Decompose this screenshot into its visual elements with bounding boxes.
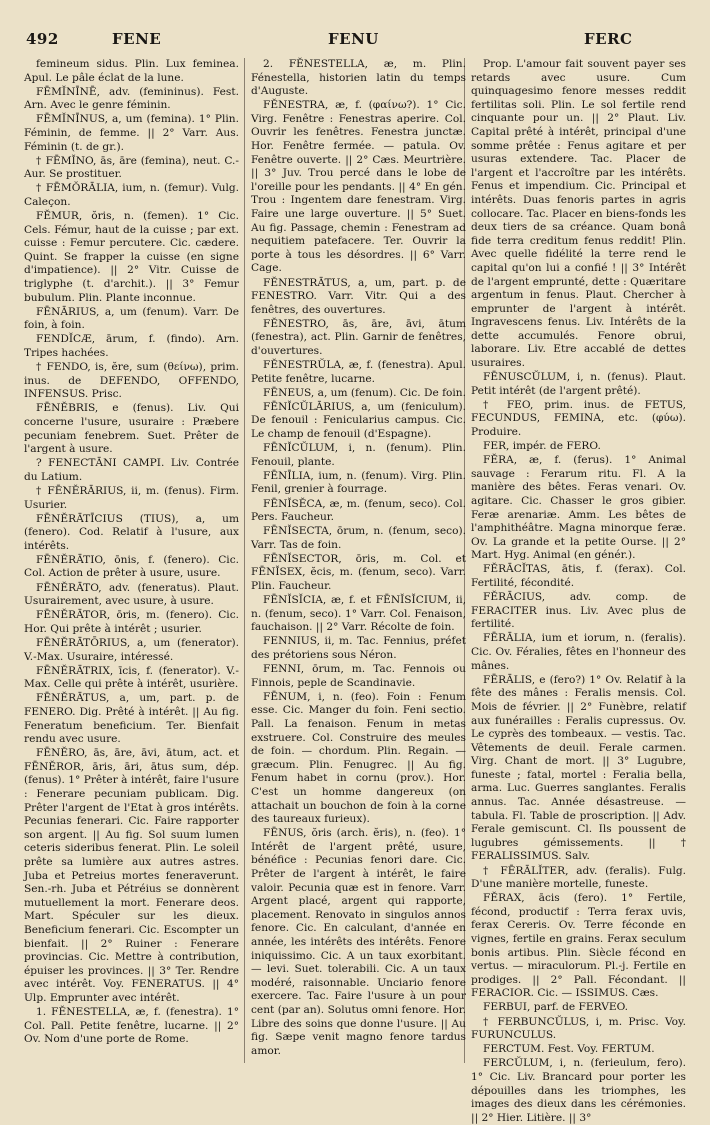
- dictionary-entry: FERBUI, parf. de FERVEO.: [483, 1001, 629, 1014]
- dictionary-entry: FĒNĬCŬLUM, i, n. (fenum). Plin. Fenouil, plante.: [251, 442, 466, 468]
- dictionary-entry: FĒNĔRĀTUS, a, um, part. p. de FENERO. Dig. Prêté à intérêt. || Au fig. Feneratum beneficium. Ter. Bienfait rendu avec usure.: [24, 692, 239, 746]
- dictionary-entry: FERCŬLUM, i, n. (ferieulum, fero). 1° Cic. Liv. Brancard pour porter les dépouilles dans les triomphes, les images des dieux dans les cérémonies. || 2° Hier. Litière. || 3°: [471, 1057, 686, 1124]
- dictionary-entry: FENDĬCÆ, ārum, f. (findo). Arn. Tripes hachées.: [24, 333, 239, 359]
- dictionary-entry: FĔRA, æ, f. (ferus). 1° Animal sauvage : Ferarum ritu. Fl. A la manière des bêtes. Feras venari. Ov. agitare. Cic. Chasser le gros gibier. Feræ arenariæ. Amm. Les bêtes de l'amphithéâtre. Magna minorque feræ. Ov. La grande et la petite Ourse. || 2° Mart. Hyg. Animal (en génér.).: [471, 454, 686, 562]
- dictionary-entry: 1. FĔNESTELLA, æ, f. (fenestra). 1° Col. Pall. Petite fenêtre, lucarne. || 2° Ov. Nom d'une porte de Rome.: [24, 1005, 239, 1046]
- dictionary-entry: FĒNĔRĀTO, adv. (feneratus). Plaut. Usurairement, avec usure, à usure.: [24, 581, 239, 608]
- dictionary-entry: FERCTUM. Fest. Voy. FERTUM.: [483, 1043, 655, 1056]
- dictionary-entry: FĔNESTRA, æ, f. (φαίνω?). 1° Cic. Virg. Fenêtre : Fenestras aperire. Col. Ouvrir les fenêtres. Fenestra junctæ. Hor. Fenêtre fermée. — patula. Ov. Fenêtre ouverte. || 2° Cæs. Meurtrière. || 3° Juv. Trou percé dans le lobe de l'oreille pour les pendants. || 4° En gén. Trou : Ingentem dare fenestram. Virg. Faire une large ouverture. || 5° Suet. Au fig. Passage, chemin : Fenestram ad nequitiem patefacere. Ter. Ouvrir la porte à tous les désordres. || 6° Varr. Cage.: [251, 99, 466, 275]
- running-headword-right: FERC: [584, 30, 633, 48]
- dictionary-entry: † FENDO, is, ĕre, sum (θείνω), prim. inus. de DEFENDO, OFFENDO, INFENSUS. Prisc.: [24, 361, 239, 401]
- text-column-right: [471, 58, 687, 1124]
- dictionary-entry: FENNIUS, ii, m. Tac. Fennius, préfet des prétoriens sous Néron.: [251, 635, 466, 662]
- dictionary-entry: † FEO, prim. inus. de FETUS, FECUNDUS, FEMINA, etc. (φύω). Produire.: [471, 398, 686, 439]
- text-column-middle: [251, 58, 466, 1068]
- dictionary-entry: FĒNĬSECTA, ōrum, n. (fenum, seco). Varr. Tas de foin.: [251, 525, 466, 551]
- column-divider: [244, 58, 245, 1063]
- dictionary-entry: FĔRAX, ācis (fero). 1° Fertile, fécond, productif : Terra ferax uvis, ferax Cereris. Ov. Terre féconde en vignes, fertile en grains. Ferax seculum bonis artibus. Plin. Siècle fécond en vertus. — miraculorum. Pl.-j. Fertile en prodiges. || 2° Pall. Fécondant. || FERACIOR. Cic. — ISSIMUS. Cæs.: [471, 892, 686, 1000]
- dictionary-entry: FENNI, ōrum, m. Tac. Fennois ou Finnois, peple de Scandinavie.: [251, 663, 466, 689]
- dictionary-entry: FĒNĀRIUS, a, um (fenum). Varr. De foin, à foin.: [24, 305, 239, 332]
- dictionary-entry: FĒNUM, i, n. (feo). Foin : Fenum esse. Cic. Manger du foin. Feni sectio. Pall. La fenaison. Fenum in metas exstruere. Col. Construire des meules de foin. — chordum. Plin. Regain. — græcum. Plin. Fenugrec. || Au fig. Fenum habet in cornu (prov.). Hor. C'est un homme dangereux (on attachait un bouchon de foin à la corne des taureaux furieux).: [251, 690, 466, 826]
- dictionary-entry: † FERBUNCŬLUS, i, m. Prisc. Voy. FURUNCULUS.: [471, 1015, 686, 1042]
- page-header: [26, 30, 680, 52]
- running-headword-center: FENU: [328, 30, 379, 48]
- dictionary-entry: FĒNĬSĬCIA, æ, f. et FĒNĬSĬCIUM, ii, n. (fenum, seco). 1° Varr. Col. Fenaison, fauchaison. || 2° Varr. Récolte de foin.: [251, 594, 466, 634]
- dictionary-entry: FĒNĬSECTOR, ōris, m. Col. et FĒNĬSEX, ĕcis, m. (fenum, seco). Varr. Plin. Faucheur.: [251, 552, 466, 593]
- dictionary-entry: FĒRĀLIA, ium et iorum, n. (feralis). Cic. Ov. Féralies, fêtes en l'honneur des mânes.: [471, 632, 686, 672]
- dictionary-entry: 2. FĔNESTELLA, æ, m. Plin. Fénestella, historien latin du temps d'Auguste.: [251, 58, 466, 98]
- dictionary-entry: FĒNĔRĀTŌRIUS, a, um (fenerator). V.-Max. Usuraire, intéressé.: [24, 636, 239, 663]
- dictionary-entry: FĒNĬCŬLĀRIUS, a, um (feniculum). De fenouil : Fenicularius campus. Cic. Le champ de fenouil (d'Espagne).: [251, 400, 466, 441]
- dictionary-entry: FĔNESTRĀTUS, a, um, part. p. de FENESTRO. Varr. Vitr. Qui a des fenêtres, des ouvertures.: [251, 276, 466, 316]
- dictionary-entry: FĒNĪLIA, ium, n. (fenum). Virg. Plin. Fenil, grenier à fourrage.: [251, 469, 466, 496]
- dictionary-entry: FĒNEUS, a, um (fenum). Cic. De foin.: [263, 386, 466, 399]
- dictionary-entry: FER, impér. de FERO.: [483, 440, 601, 453]
- dictionary-entry: FĒMĬNĪNUS, a, um (femina). 1° Plin. Féminin, de femme. || 2° Varr. Aus. Féminin (t. de gr.).: [24, 113, 239, 153]
- dictionary-entry: FĒRĀLIS, e (fero?) 1° Ov. Relatif à la fête des mânes : Feralis mensis. Col. Mois de février. || 2° Funèbre, relatif aux funérailles : Feralis cupressus. Ov. Le cyprès des tombeaux. — vestis. Tac. Vêtements de deuil. Ferale carmen. Virg. Chant de mort. || 3° Lugubre, funeste ; fatal, mortel : Feralia bella, arma. Luc. Guerres sanglantes. Feralis annus. Tac. Année désastreuse. — tabula. Fl. Table de proscription. || Adv. Ferale gemiscunt. Cl. Ils poussent de lugubres gémissements. || † FERALISSIMUS. Salv.: [471, 673, 686, 863]
- dictionary-entry: ? FENECTĀNI CAMPI. Liv. Contrée du Latium.: [24, 457, 239, 483]
- dictionary-entry: FĒNĔRĀTRIX, īcis, f. (fenerator). V.-Max. Celle qui prête à intérêt, usurière.: [24, 664, 239, 691]
- dictionary-entry: FĒNĬSĔCA, æ, m. (fenum, seco). Col. Pers. Faucheur.: [251, 497, 466, 524]
- dictionary-entry: FĔRĀCĬTAS, ātis, f. (ferax). Col. Fertilité, fécondité.: [471, 563, 686, 590]
- dictionary-entry: FĒMĬNĪNĒ, adv. (femininus). Fest. Arn. Avec le genre féminin.: [24, 85, 239, 112]
- dictionary-entry: FĒNĔRĀTIO, ōnis, f. (fenero). Cic. Col. Action de prêter à usure, usure.: [24, 553, 239, 580]
- running-headword-left: FENE: [112, 30, 162, 48]
- dictionary-entry: Prop. L'amour fait souvent payer ses retards avec usure. Cum quinquagesimo fenore messes reddit fertilitas soli. Plin. Le sol fertile rend cinquante pour un. || 2° Plaut. Liv. Capital prêté à intérêt, principal d'une somme prêtée : Fenus agitare et per usuras extendere. Tac. Placer de l'argent et l'accroître par les intérêts. Fenus et impendium. Cic. Principal et intérêts. Duas fenoris partes in agris collocare. Tac. Placer en biens-fonds les deux tiers de sa créance. Quam bonâ fide terra creditum fenus reddit! Plin. Avec quelle fidélité la terre rend le capital qu'on lui a confié ! || 3° Intérêt de l'argent emprunté, dette : Quæritare argentum in fenus. Plaut. Chercher à emprunter de l'argent à intérêt. Ingravescens fenus. Liv. Intérêts de la dette accumulés. Fenore obrui, laborare. Liv. Etre accablé de dettes usuraires.: [471, 58, 687, 370]
- dictionary-entry: FĔNESTRŬLA, æ, f. (fenestra). Apul. Petite fenêtre, lucarne.: [251, 359, 466, 385]
- dictionary-entry: FĔMUR, ŏris, n. (femen). 1° Cic. Cels. Fémur, haut de la cuisse ; par ext. cuisse : Femur percutere. Cic. cædere. Quint. Se frapper la cuisse (en signe d'impatience). || 2° Vitr. Cuisse de triglyphe (t. d'archit.). || 3° Femur bubulum. Plin. Plante inconnue.: [24, 210, 239, 304]
- dictionary-entry: femineum sidus. Plin. Lux feminea. Apul. Le pâle éclat de la lune.: [24, 58, 239, 84]
- dictionary-entry: FĔNESTRO, ās, āre, āvi, ātum (fenestra), act. Plin. Garnir de fenêtres, d'ouvertures.: [251, 317, 466, 357]
- dictionary-entry: FĔRĀCIUS, adv. comp. de FERACITER inus. Liv. Avec plus de fertilité.: [471, 591, 686, 631]
- dictionary-entry: † FĒMĬNO, ās, āre (femina), neut. C.-Aur. Se prostituer.: [24, 154, 239, 181]
- text-column-left: [24, 58, 239, 1068]
- page-number: 492: [26, 30, 59, 48]
- dictionary-entry: FĒNĔRĀTOR, ōris, m. (fenero). Cic. Hor. Qui prête à intérêt ; usurier.: [24, 609, 239, 635]
- dictionary-entry: FĒNĔRO, ās, āre, āvi, ātum, act. et FĒNĔROR, āris, āri, ātus sum, dép. (fenus). 1° Prêter à intérêt, faire l'usure : Fenerare pecuniam publicam. Dig. Prêter l'argent de l'Etat à gros intérêts. Pecunias fenerari. Cic. Faire rapporter son argent. || Au fig. Sol suum lumen ceteris sideribus fenerat. Plin. Le soleil prête sa lumière aux autres astres. Juba et Petreius mortes feneraverunt. Sen.-rh. Juba et Pétréius se donnèrent mutuellement la mort. Fenerare deos. Mart. Spéculer sur les dieux. Beneficium fenerari. Cic. Escompter un bienfait. || 2° Ruiner : Fenerare provincias. Cic. Mettre à contribution, épuiser les provinces. || 3° Ter. Rendre avec intérêt. Voy. FENERATUS. || 4° Ulp. Emprunter avec intérêt.: [24, 747, 239, 1004]
- dictionary-entry: FĒNUSCŬLUM, i, n. (fenus). Plaut. Petit intérêt (de l'argent prêté).: [471, 371, 686, 397]
- dictionary-entry: † FĒRĀLĬTER, adv. (feralis). Fulg. D'une manière mortelle, funeste.: [471, 864, 686, 891]
- dictionary-entry: FĒNĔRĀTĪCIUS (TIUS), a, um (fenero). Cod. Relatif à l'usure, aux intérêts.: [24, 512, 239, 552]
- dictionary-entry: FĒNUS, ŏris (arch. ĕris), n. (feo). 1° Intérêt de l'argent prêté, usure, bénéfice : Pecunias fenori dare. Cic. Prêter de l'argent à intérêt, le faire valoir. Pecunia quæ est in fenore. Varr. Argent placé, argent qui rapporte, placement. Renovato in singulos annos fenore. Cic. En calculant, d'année en année, les intérêts des intérêts. Fenore iniquissimo. Cic. A un taux exorbitant. — levi. Suet. tolerabili. Cic. A un taux modéré, raisonnable. Unciario fenore exercere. Tac. Faire l'usure à un pour cent (par an). Solutus omni fenore. Hor. Libre des soins que donne l'usure. || Au fig. Sæpe venit magno fenore tardus amor.: [251, 827, 466, 1057]
- dictionary-entry: † FĒMŎRĀLIA, ium, n. (femur). Vulg. Caleçon.: [24, 182, 239, 208]
- dictionary-entry: † FĒNĔRĀRIUS, ii, m. (fenus). Firm. Usurier.: [24, 484, 239, 511]
- dictionary-entry: FĒNĔBRIS, e (fenus). Liv. Qui concerne l'usure, usuraire : Præbere pecuniam fenebrem. Suet. Prêter de l'argent à usure.: [24, 402, 239, 456]
